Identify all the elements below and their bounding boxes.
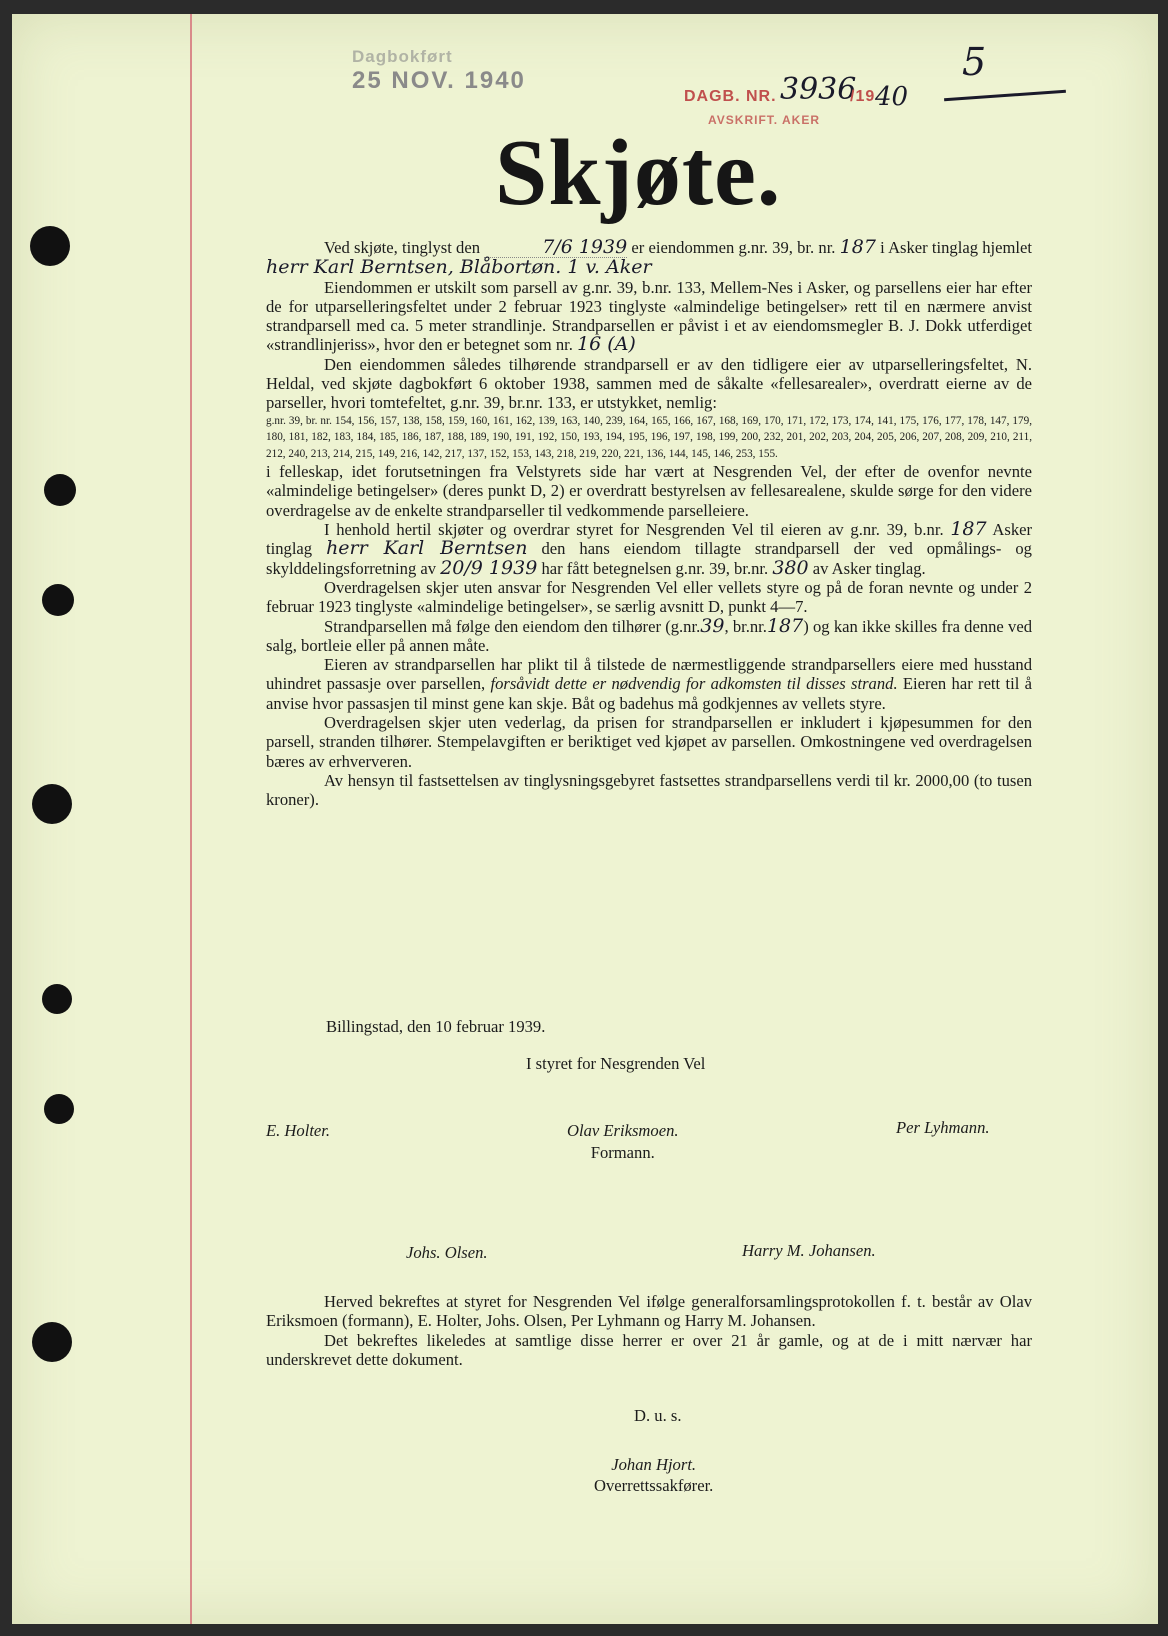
dagb-year: 40 bbox=[875, 82, 909, 112]
handwritten-owner: herr Karl Berntsen, Blåbortøn. 1 v. Aker bbox=[266, 256, 652, 279]
punch-hole bbox=[32, 784, 72, 824]
handwritten-gnr: 39 bbox=[700, 614, 725, 637]
punch-hole bbox=[30, 226, 70, 266]
signature-lyhmann: Per Lyhmann. bbox=[896, 1118, 990, 1137]
parcel-number-list: g.nr. 39, br. nr. 154, 156, 157, 138, 158, 159, 160, 161, 162, 139, 163, 140, 239, 164, 165, 166, 167, 168, 169, 170, 171, 172, 173, 174, 141, 175, 176, 177, 178, 147, 179, 180, 181, 182, 183, 184, 185, 186, 187, 188, 189, 190, 191, 192, 150, 193, 194, 195, 196, 197, 198, 199, 200, 232, 201, 202, 203, 204, 205, 206, 207, 208, 209, 210, 211, 212, 240, 213, 214, 215, 149, 216, 142, 217, 137, 152, 153, 143, 218, 219, 220, 221, 136, 144, 145, 146, 253, 155. bbox=[266, 414, 1032, 460]
handwritten-parcel-nr: 16 (A) bbox=[577, 333, 636, 356]
paragraph-consideration: Overdragelsen skjer uten vederlag, da prisen for strandparsellen er inkludert i kjøpesummen for den parsell, stranden tilhører. Stempelavgiften er beriktiget ved kjøpet av parsellen. Omkostningene ved overdragelsen bæres av erhververen. bbox=[266, 713, 1032, 771]
handwritten-brnr: 187 bbox=[839, 236, 876, 258]
place-date: Billingstad, den 10 februar 1939. bbox=[326, 1017, 546, 1036]
dagb-label: DAGB. NR. bbox=[684, 88, 777, 105]
signature-olsen: Johs. Olsen. bbox=[406, 1243, 488, 1262]
certification-board: Herved bekreftes at styret for Nesgrenden Vel ifølge generalforsamlingsprotokollen f. t. består av Olav Eriksmoen (formann), E. Holter, Johs. Olsen, Per Lyhmann og Harry M. Johansen. bbox=[266, 1292, 1032, 1331]
lawyer-name: Johan Hjort. bbox=[611, 1455, 697, 1474]
paragraph-value: Av hensyn til fastsettelsen av tinglysningsgebyret fastsettes strandparsellens verdi til kr. 2000,00 (to tusen kroner). bbox=[266, 770, 1032, 810]
dagbokfort-stamp bbox=[352, 48, 526, 93]
paragraph-parcel: Eiendommen er utskilt som parsell av g.nr. 39, b.nr. 133, Mellem-Nes i Asker, og parsellens eier har efter de for utparselleringsfeltet under 2 februar 1923 tinglyste «almindelige betingelser» rett til en nærmere anvist strandparsell med ca. 5 meter strandlinje. Strandparsellen er påvist i et av eiendomsmegler B. J. Dokk utferdiget «strandlinjeriss», hvor den er betegnet som nr. 16 (A) bbox=[266, 277, 1032, 356]
handwritten-date: 7/6 1939 bbox=[484, 238, 627, 258]
dagb-number: 3936 bbox=[780, 72, 857, 107]
handwritten-owner-2: herr Karl Berntsen bbox=[326, 537, 528, 560]
board-line: I styret for Nesgrenden Vel bbox=[526, 1054, 706, 1073]
certification-age: Det bekreftes likeledes at samtlige disse herrer er over 21 år gamle, og at de i mitt nærvær har underskrevet dette dokument. bbox=[266, 1330, 1032, 1369]
punch-hole bbox=[42, 584, 74, 616]
paragraph-fellesskap: i felleskap, idet forutsetningen fra Velstyrets side har vært at Nesgrenden Vel, der efter de ovenfor nevnte «almindelige betingelser» (deres punkt D, 2) er overdratt bestyrelsen av fellesarealene, skulde sørge for den videre overdragelse av de enkelte strandparseller til vedkommende parselleiere. bbox=[266, 462, 1032, 520]
signature-johansen: Harry M. Johansen. bbox=[742, 1241, 876, 1260]
document-title: Skjøte. bbox=[495, 121, 782, 225]
paragraph-passage: Eieren av strandparsellen har plikt til å tilstede de nærmestliggende strandparsellers eiere med husstand uhindret passasje over parsellen, forsåvidt dette er nødvendig for adkomsten til disses strand. Eieren har rett til å anvise hvor passasjen til minst gene kan skje. Båt og badehus må godkjennes av vellets styre. bbox=[266, 655, 1032, 713]
paragraph-conveyance: I henhold hertil skjøter og overdrar styret for Nesgrenden Vel til eieren av g.nr. 39, b.nr. 187 Asker tinglag herr Karl Berntsen den hans eiendom tillagte strandparsell der ved opmålings- og skylddelingsforretning av 20/9 1939 har fått betegnelsen g.nr. 39, br.nr. 380 av Asker tinglag. bbox=[266, 518, 1033, 579]
certification bbox=[266, 1292, 1032, 1369]
folio-number: 5 bbox=[962, 40, 987, 84]
dagbokfort-date: 25 NOV. 1940 bbox=[352, 67, 526, 94]
punch-hole bbox=[32, 1322, 72, 1362]
paragraph-liability: Overdragelsen skjer uten ansvar for Nesgrenden Vel eller vellets styre og på de foran nevnte og under 2 februar 1923 tinglyste «almindelige betingelser», se særlig avsnitt D, punkt 4—7. bbox=[266, 577, 1032, 617]
paragraph-attachment: Strandparsellen må følge den eiendom den tilhører (g.nr.39, br.nr.187) og kan ikke skilles fra denne ved salg, bortleie eller på annen måte. bbox=[266, 614, 1033, 655]
punch-hole bbox=[44, 474, 76, 506]
lawyer-title: Overrettssakfører. bbox=[594, 1476, 714, 1495]
avskrift-label: AVSKRIFT. AKER bbox=[708, 113, 821, 127]
lawyer-signature bbox=[594, 1454, 713, 1496]
signature-holter: E. Holter. bbox=[266, 1121, 331, 1140]
punch-hole bbox=[44, 1094, 74, 1124]
paragraph-registration: Ved skjøte, tinglyst den 7/6 1939 er eiendommen g.nr. 39, br. nr. 187 i Asker tinglag hjemlet herr Karl Berntsen, Blåbortøn. 1 v. Aker bbox=[266, 236, 1032, 279]
handwritten-bnr: 187 bbox=[950, 518, 987, 541]
dagbokfort-label: Dagbokført bbox=[352, 47, 453, 66]
dus-mark: D. u. s. bbox=[634, 1406, 682, 1425]
dagb-year-prefix: /19 bbox=[850, 88, 876, 105]
folio-underline bbox=[944, 90, 1066, 102]
paragraph-transfer-history: Den eiendommen således tilhørende strandparsell er av den tidligere eier av utparselleringsfeltet, N. Heldal, ved skjøte dagbokført 6 oktober 1938, sammen med de såkalte «fellesarealer», overdratt eierne av de parseller, hvori tomtefeltet, g.nr. 39, br.nr. 133, er utstykket, nemlig: bbox=[266, 354, 1032, 413]
signature-eriksmoen: Olav Eriksmoen. Formann. bbox=[567, 1121, 679, 1162]
deed-body bbox=[266, 238, 1032, 810]
role-formann: Formann. bbox=[590, 1143, 655, 1162]
handwritten-survey-date: 20/9 1939 bbox=[440, 556, 538, 579]
punch-hole bbox=[42, 984, 72, 1014]
margin-rule bbox=[190, 14, 192, 1624]
handwritten-new-brnr: 380 bbox=[772, 556, 809, 579]
document-page bbox=[12, 14, 1158, 1624]
handwritten-brnr-3: 187 bbox=[766, 614, 804, 637]
